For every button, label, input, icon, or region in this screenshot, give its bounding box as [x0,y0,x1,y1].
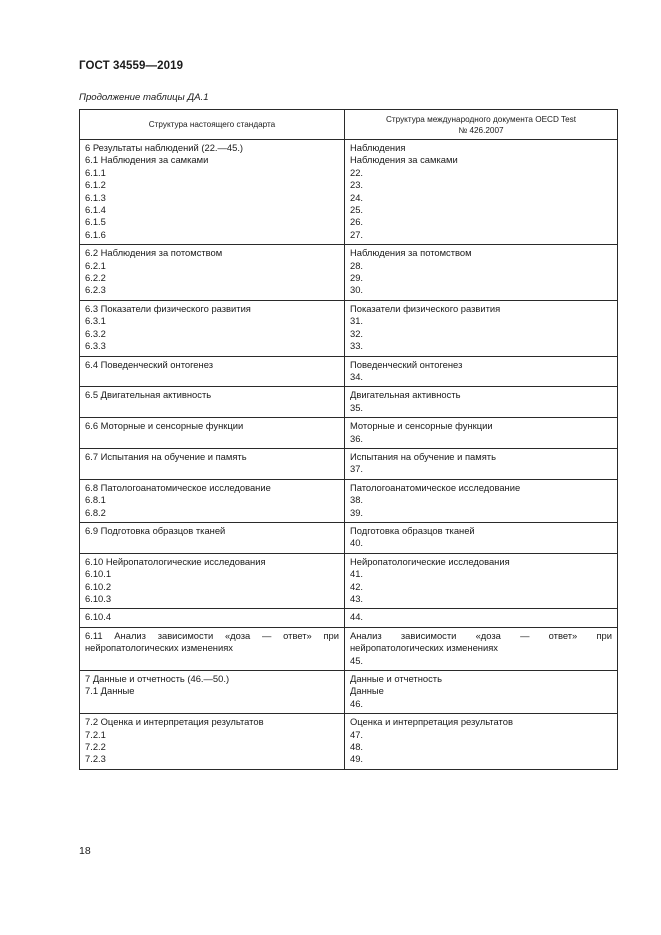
left-cell-line: 7.2 Оценка и интерпретация результатов [85,716,264,728]
cell-left [80,356,345,387]
left-cell-line: 6.8 Патологоанатомическое исследование [85,481,271,493]
cell-right [345,627,618,670]
left-cell-line: 7.2.2 [85,741,106,753]
left-cell-line: 6.3.1 [85,315,106,327]
table-row [80,627,618,670]
left-cell-line: 6 Результаты наблюдений (22.—45.) [85,142,244,153]
right-cell-line: 49. [350,753,364,765]
table-header-row [80,110,618,140]
right-cell-line: 46. [350,697,364,709]
cell-left [80,522,345,553]
right-cell-line: 36. [350,432,364,444]
left-cell-line: 6.1.3 [85,191,106,203]
table-row [80,522,618,553]
right-cell-line: 45. [350,654,364,666]
cell-left [80,553,345,609]
left-cell-line: 6.1.1 [85,166,106,178]
right-cell-line: 31. [350,315,364,327]
right-cell-line: Наблюдения [350,142,406,153]
right-cell-line: 43. [350,593,364,604]
right-cell-line: Моторные и сенсорные функции [350,420,493,432]
right-cell-line: 23. [350,179,364,191]
right-cell-line: 34. [350,370,364,382]
left-cell-line: 6.8.2 [85,506,106,518]
left-cell-line: 6.3 Показатели физического развития [85,302,251,314]
right-cell-line: Патологоанатомическое исследование [350,481,521,493]
right-cell-line: Поведенческий онтогенез [350,358,463,370]
right-cell-line: Данные и отчетность [350,673,442,685]
table-row [80,671,618,714]
left-cell-line: 7.2.1 [85,728,106,740]
cell-right [345,448,618,479]
right-cell-line: Показатели физического развития [350,302,501,314]
left-cell-line: 7.2.3 [85,753,106,765]
right-cell-line: 40. [350,537,364,549]
table-row [80,553,618,609]
cell-right [345,356,618,387]
cell-left [80,387,345,418]
page-number: 18 [79,845,91,857]
right-cell-line: 44. [350,611,364,623]
right-cell-line: Наблюдения за самками [350,154,458,166]
header-left: Структура настоящего стандарта [80,110,345,140]
table-row [80,245,618,301]
cell-left [80,627,345,670]
left-cell-line: 6.11 Анализ зависимости «доза — ответ» при нейропатологических изменениях [85,629,339,654]
left-cell-line: 6.10.2 [85,580,112,592]
cell-right [345,671,618,714]
left-cell-line: 6.6 Моторные и сенсорные функции [85,420,244,432]
right-cell-line: Испытания на обучение и память [350,450,496,462]
left-cell-line: 6.8.1 [85,494,106,506]
right-cell-line: 48. [350,741,364,753]
cell-right [345,522,618,553]
left-cell-line: 6.1.4 [85,204,106,216]
cell-left [80,671,345,714]
cell-right [345,479,618,522]
left-cell-line: 7.1 Данные [85,685,135,697]
cell-right [345,418,618,449]
table-row [80,609,618,627]
left-cell-line: 6.10.3 [85,593,112,604]
left-cell-line: 6.10.1 [85,568,112,580]
left-cell-line: 6.2 Наблюдения за потомством [85,247,223,259]
cell-right [345,714,618,770]
left-cell-line: 6.1 Наблюдения за самками [85,154,209,166]
cell-left [80,714,345,770]
left-cell-line: 6.2.1 [85,259,106,271]
left-cell-line: 6.9 Подготовка образцов тканей [85,524,226,536]
left-cell-line: 6.5 Двигательная активность [85,389,212,401]
right-cell-line: 22. [350,166,364,178]
cell-right [345,245,618,301]
table-row [80,448,618,479]
table-row [80,140,618,245]
right-cell-line: 26. [350,216,364,228]
left-cell-line: 6.4 Поведенческий онтогенез [85,358,214,370]
right-cell-line: 42. [350,580,364,592]
left-cell-line: 6.1.2 [85,179,106,191]
cell-left [80,418,345,449]
right-cell-line: Анализ зависимости «доза — ответ» при нейропатологических изменениях [350,629,612,654]
right-cell-line: 41. [350,568,364,580]
table-row [80,479,618,522]
left-cell-line: 6.1.6 [85,228,106,240]
right-cell-line: 37. [350,463,364,475]
right-cell-line: Подготовка образцов тканей [350,524,475,536]
right-cell-line: Наблюдения за потомством [350,247,472,259]
right-cell-line: Данные [350,685,384,697]
right-cell-line: 33. [350,340,364,352]
cell-right [345,553,618,609]
right-cell-line: 35. [350,401,364,413]
right-cell-line: Нейропатологические исследования [350,555,510,567]
cell-left [80,300,345,356]
left-cell-line: 6.7 Испытания на обучение и память [85,450,247,462]
left-cell-line: 7 Данные и отчетность (46.—50.) [85,673,230,685]
table-row [80,714,618,770]
table-row [80,387,618,418]
right-cell-line: 27. [350,228,364,240]
right-cell-line: 38. [350,494,364,506]
right-cell-line: 30. [350,284,364,296]
cell-right [345,387,618,418]
right-cell-line: 29. [350,272,364,284]
table-row [80,356,618,387]
right-cell-line: Двигательная активность [350,389,461,401]
correspondence-table [79,109,618,770]
cell-left [80,479,345,522]
cell-left [80,448,345,479]
document-title: ГОСТ 34559—2019 [79,60,184,72]
left-cell-line: 6.10 Нейропатологические исследования [85,555,266,567]
left-cell-line: 6.10.4 [85,611,112,623]
cell-left [80,245,345,301]
cell-right [345,609,618,627]
table-caption: Продолжение таблицы ДА.1 [79,92,209,103]
header-right [345,110,618,140]
cell-right [345,140,618,245]
left-cell-line: 6.1.5 [85,216,106,228]
header-right-line1: Структура международного документа OECD Test [385,114,577,124]
right-cell-line: 28. [350,259,364,271]
right-cell-line: 24. [350,191,364,203]
left-cell-line: 6.2.3 [85,284,106,296]
right-cell-line: 25. [350,204,364,216]
right-cell-line: 32. [350,327,364,339]
right-cell-line: 47. [350,728,364,740]
table-row [80,418,618,449]
left-cell-line: 6.3.2 [85,327,106,339]
cell-left [80,609,345,627]
table-body [80,140,618,770]
header-right-line2: № 426.2007 [458,125,504,135]
right-cell-line: Оценка и интерпретация результатов [350,716,513,728]
cell-right [345,300,618,356]
cell-left [80,140,345,245]
left-cell-line: 6.3.3 [85,340,106,352]
left-cell-line: 6.2.2 [85,272,106,284]
right-cell-line: 39. [350,506,364,518]
table-row [80,300,618,356]
